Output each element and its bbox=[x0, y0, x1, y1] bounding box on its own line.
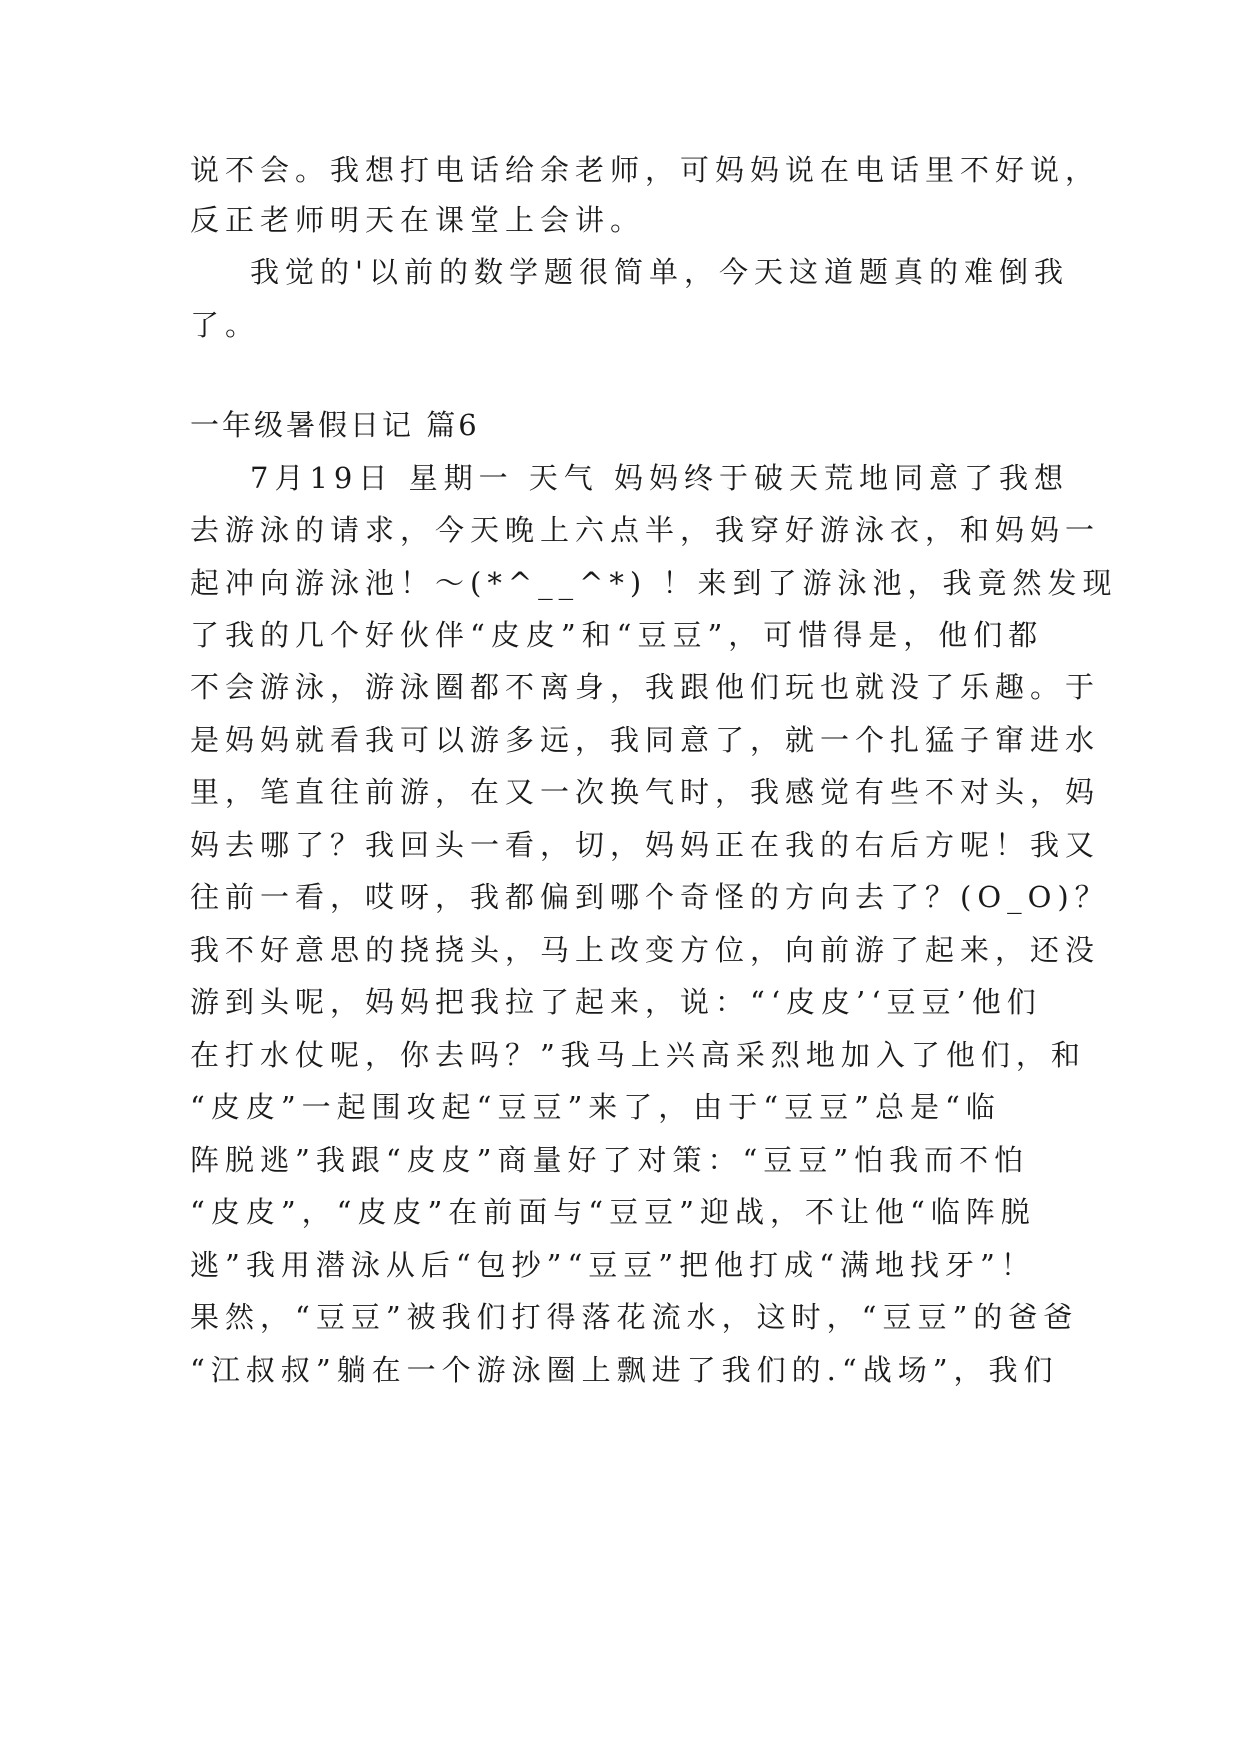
paragraph-line: 我不好意思的挠挠头，马上改变方位，向前游了起来，还没 bbox=[190, 933, 1101, 967]
section-heading: 一年级暑假日记 篇6 bbox=[190, 408, 480, 442]
paragraph-line: 是妈妈就看我可以游多远，我同意了，就一个扎猛子窜进水 bbox=[190, 723, 1101, 757]
paragraph-line: 阵脱逃”我跟“皮皮”商量好了对策：“豆豆”怕我而不怕 bbox=[190, 1143, 1030, 1177]
paragraph-line: 里，笔直往前游，在又一次换气时，我感觉有些不对头，妈 bbox=[190, 775, 1101, 809]
paragraph-line: 去游泳的请求，今天晚上六点半，我穿好游泳衣，和妈妈一 bbox=[190, 513, 1101, 547]
paragraph-line: 了我的几个好伙伴“皮皮”和“豆豆”，可惜得是，他们都 bbox=[190, 618, 1044, 652]
paragraph-line: 果然，“豆豆”被我们打得落花流水，这时，“豆豆”的爸爸 bbox=[190, 1300, 1079, 1334]
paragraph-line: 起冲向游泳池！～(*^__^*) ！来到了游泳池，我竟然发现 bbox=[190, 566, 1118, 600]
paragraph-line: “皮皮”，“皮皮”在前面与“豆豆”迎战，不让他“临阵脱 bbox=[190, 1195, 1036, 1229]
paragraph-line: 我觉的'以前的数学题很简单，今天这道题真的难倒我 bbox=[250, 255, 1069, 289]
paragraph-line: 反正老师明天在课堂上会讲。 bbox=[190, 203, 646, 237]
paragraph-line: 游到头呢，妈妈把我拉了起来，说：“‘皮皮’‘豆豆’他们 bbox=[190, 985, 1042, 1019]
paragraph-line: 7月19日 星期一 天气 妈妈终于破天荒地同意了我想 bbox=[250, 461, 1070, 495]
paragraph-line: 在打水仗呢，你去吗？”我马上兴高采烈地加入了他们，和 bbox=[190, 1038, 1086, 1072]
paragraph-line: 逃”我用潜泳从后“包抄”“豆豆”把他打成“满地找牙”！ bbox=[190, 1248, 1036, 1282]
paragraph-line: 妈去哪了？我回头一看，切，妈妈正在我的右后方呢！我又 bbox=[190, 828, 1101, 862]
paragraph-line: 了。 bbox=[190, 308, 261, 342]
paragraph-line: “皮皮”一起围攻起“豆豆”来了，由于“豆豆”总是“临 bbox=[190, 1090, 1001, 1124]
paragraph-line: 往前一看，哎呀，我都偏到哪个奇怪的方向去了？(O_O)？ bbox=[190, 880, 1110, 914]
paragraph-line: “江叔叔”躺在一个游泳圈上飘进了我们的.“战场”，我们 bbox=[190, 1353, 1059, 1387]
paragraph-line: 不会游泳，游泳圈都不离身，我跟他们玩也就没了乐趣。于 bbox=[190, 670, 1101, 704]
paragraph-line: 说不会。我想打电话给余老师，可妈妈说在电话里不好说， bbox=[190, 153, 1101, 187]
